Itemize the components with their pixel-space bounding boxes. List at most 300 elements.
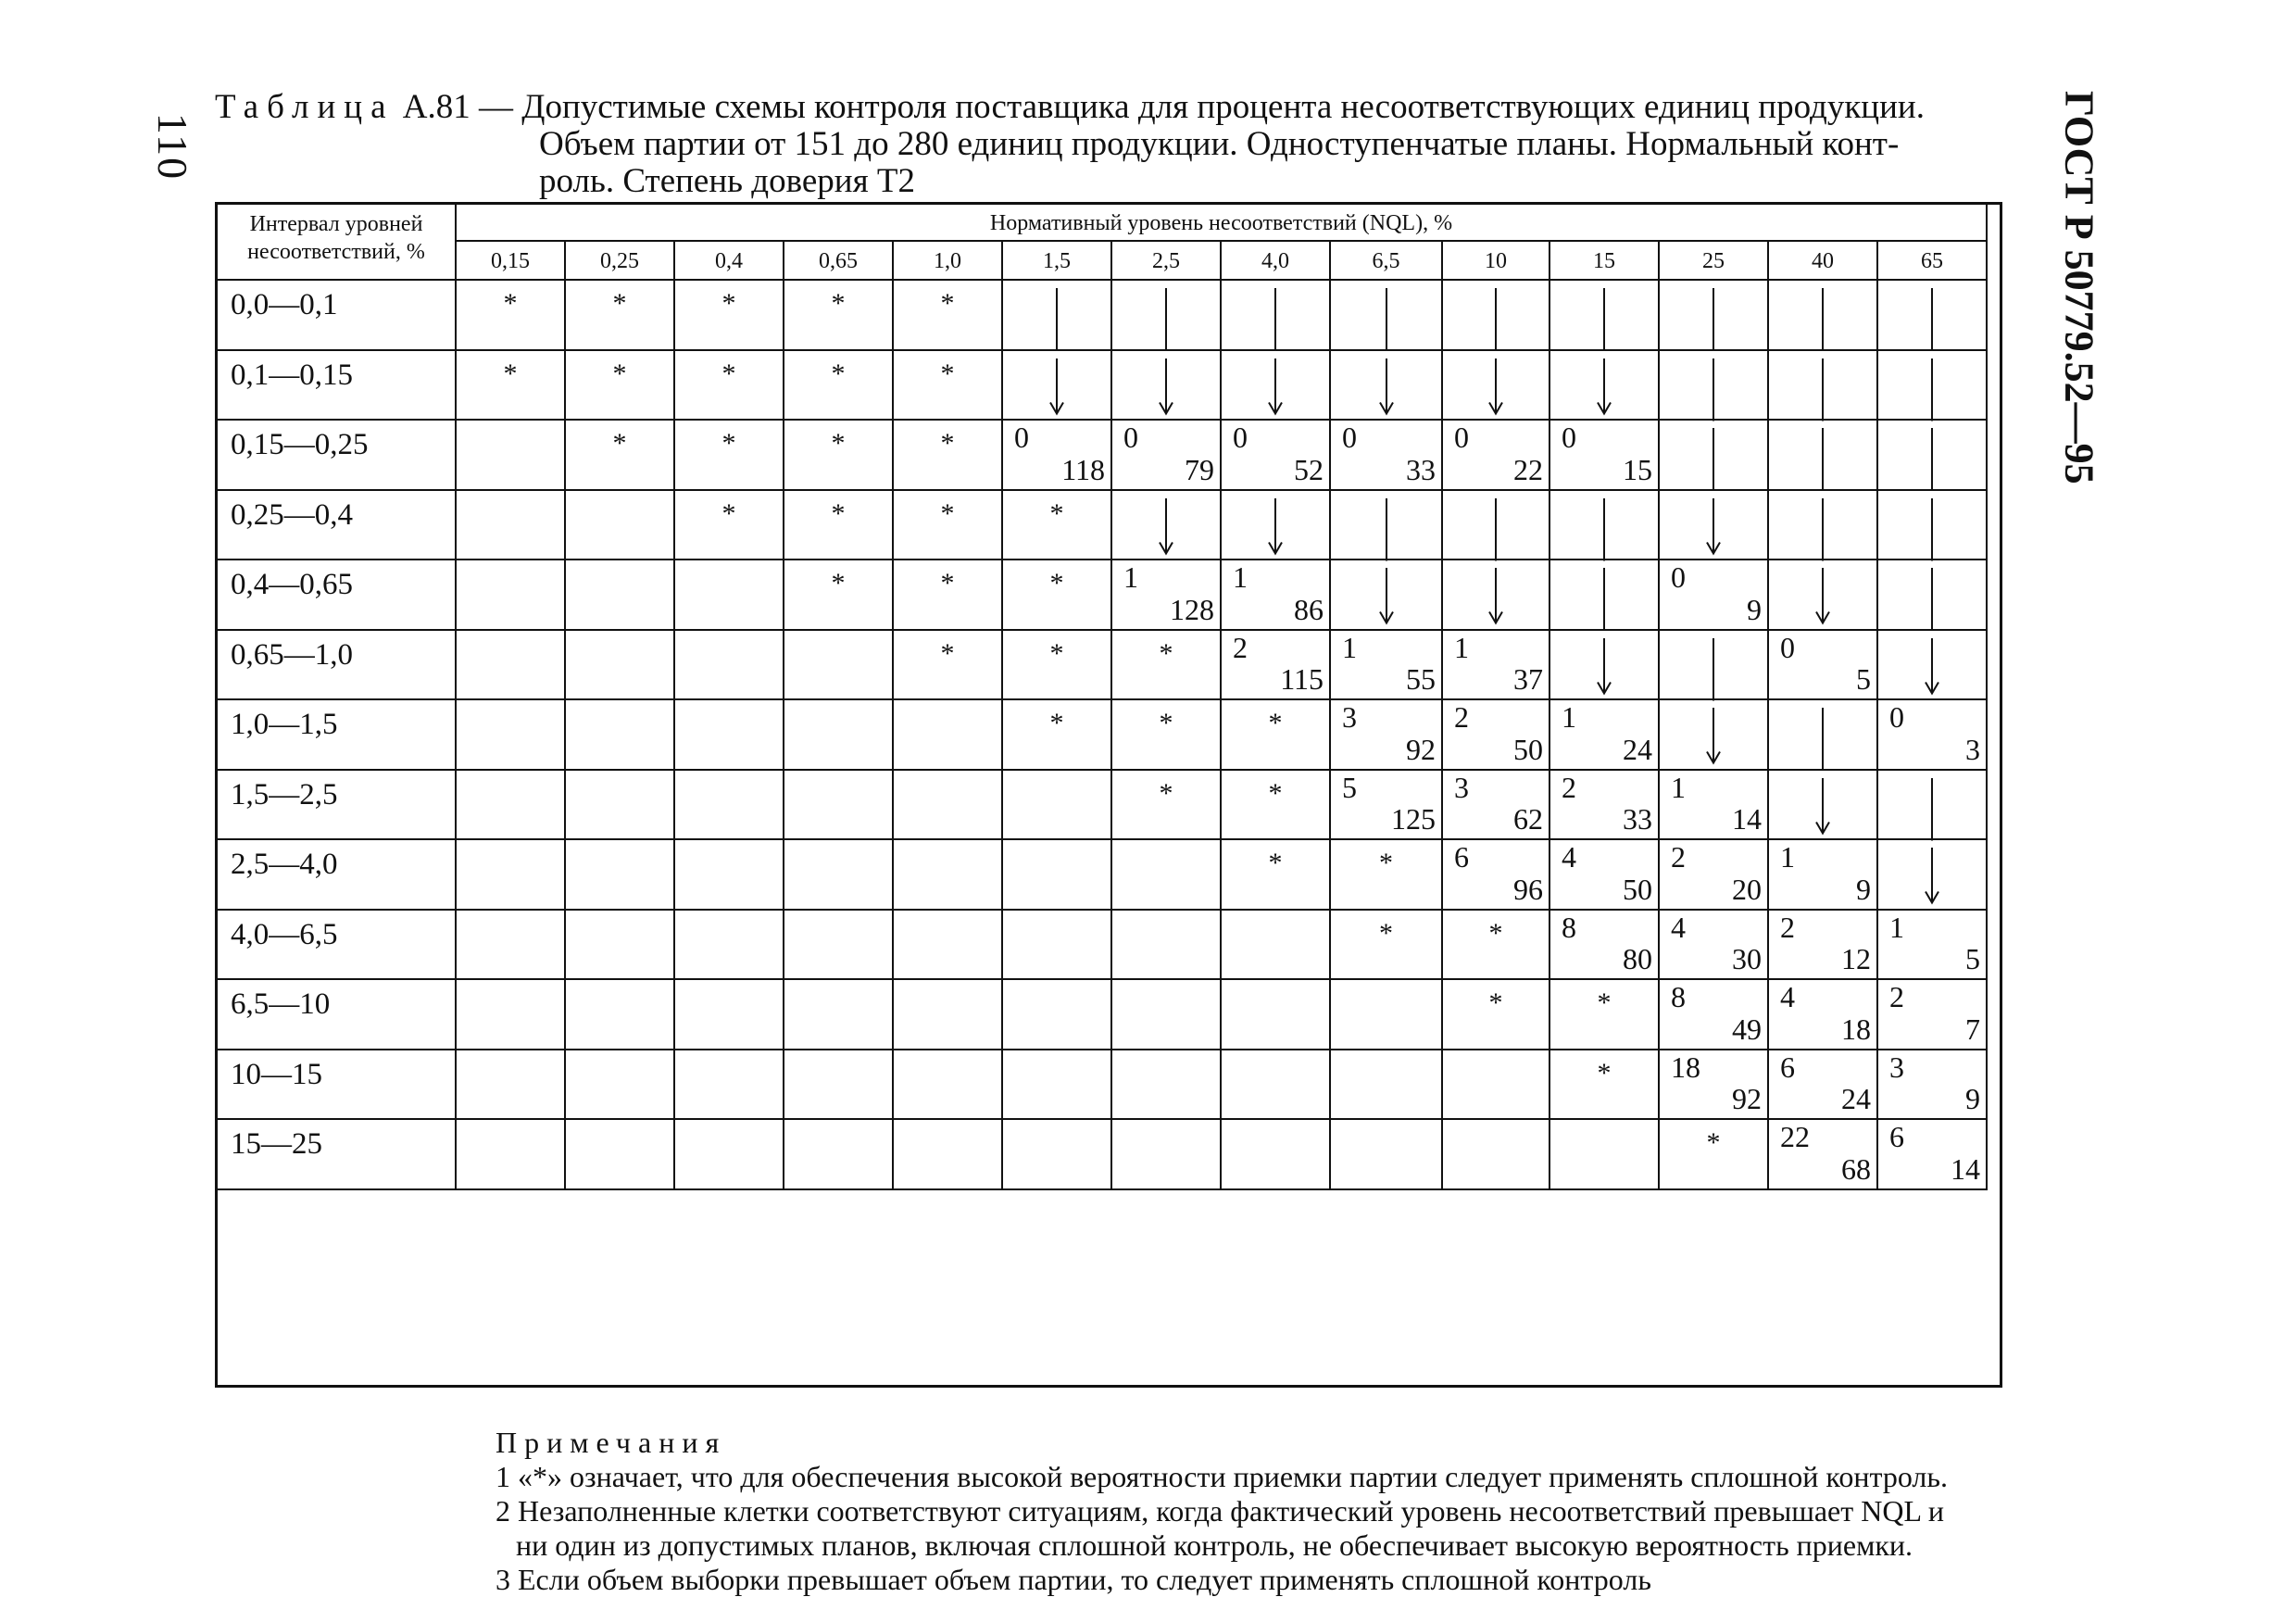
table-cell xyxy=(1222,700,1331,771)
arrow-shaft-icon xyxy=(1003,281,1112,351)
table-cell xyxy=(1660,421,1769,491)
table-cell xyxy=(1550,421,1660,491)
acceptance-number: 4 xyxy=(1671,910,1686,944)
nql-column-header: 0,25 xyxy=(566,242,675,281)
arrow-shaft-icon xyxy=(1878,281,1988,351)
arrow-down-icon xyxy=(1550,631,1660,701)
table-cell xyxy=(1222,1120,1331,1190)
table-cell xyxy=(1443,840,1550,911)
table-cell xyxy=(1660,1120,1769,1190)
sample-size: 55 xyxy=(1406,662,1436,696)
table-cell xyxy=(1443,700,1550,771)
table-cell xyxy=(784,491,894,561)
plan-reference-arrow xyxy=(1443,491,1549,560)
table-cell xyxy=(1550,771,1660,841)
table-cell xyxy=(894,911,1003,981)
full-inspection-mark: * xyxy=(612,288,627,319)
nql-column-header: 10 xyxy=(1443,242,1550,281)
acceptance-number: 4 xyxy=(1780,980,1795,1013)
plan-reference-arrow xyxy=(1878,281,1986,349)
plan-reference-arrow xyxy=(1222,351,1329,420)
acceptance-number: 2 xyxy=(1454,700,1469,734)
table-cell xyxy=(1112,281,1222,351)
sample-size: 3 xyxy=(1965,732,1980,766)
arrow-down-icon xyxy=(1112,491,1222,561)
arrow-shaft-icon xyxy=(1443,491,1550,561)
plan-reference-arrow xyxy=(1878,421,1986,489)
notes-title: Примечания xyxy=(496,1426,727,1459)
plan-reference-arrow xyxy=(1331,281,1441,349)
arrow-shaft-icon xyxy=(1878,771,1988,841)
full-inspection-mark: * xyxy=(831,428,846,459)
arrow-shaft-icon xyxy=(1878,351,1988,421)
sample-size: 118 xyxy=(1061,452,1105,486)
full-inspection-mark: * xyxy=(1379,848,1393,878)
table-cell xyxy=(457,1120,566,1190)
table-cell xyxy=(675,911,784,981)
arrow-down-icon xyxy=(1112,351,1222,421)
table-cell xyxy=(1331,631,1443,701)
table-cell xyxy=(784,560,894,631)
sample-size: 92 xyxy=(1406,732,1436,766)
arrow-shaft-icon xyxy=(1769,700,1878,771)
table-cell xyxy=(1112,911,1222,981)
full-inspection-mark: * xyxy=(721,288,736,319)
table-cell xyxy=(675,631,784,701)
table-cell xyxy=(1878,560,1988,631)
arrow-shaft-icon xyxy=(1769,491,1878,561)
full-inspection-mark: * xyxy=(1268,708,1283,738)
table-cell xyxy=(566,560,675,631)
full-inspection-mark: * xyxy=(940,288,955,319)
table-cell xyxy=(1003,281,1112,351)
table-cell xyxy=(1443,560,1550,631)
sample-size: 79 xyxy=(1185,452,1214,486)
plan-reference-arrow xyxy=(1769,351,1876,420)
sample-size: 52 xyxy=(1294,452,1324,486)
sample-size: 14 xyxy=(1732,802,1762,836)
nql-column-header: 0,65 xyxy=(784,242,894,281)
full-inspection-mark: * xyxy=(831,358,846,389)
table-cell xyxy=(1550,351,1660,421)
table-cell xyxy=(1550,1050,1660,1121)
arrow-shaft-icon xyxy=(1878,491,1988,561)
acceptance-number: 3 xyxy=(1889,1050,1904,1084)
table-cell xyxy=(1443,351,1550,421)
table-cell xyxy=(1878,631,1988,701)
table-cell xyxy=(784,1120,894,1190)
table-cell xyxy=(1331,1050,1443,1121)
acceptance-number: 1 xyxy=(1454,630,1469,664)
acceptance-number: 6 xyxy=(1454,840,1469,874)
table-cell xyxy=(1003,1120,1112,1190)
arrow-down-icon xyxy=(1443,351,1550,421)
acceptance-number: 8 xyxy=(1671,980,1686,1013)
caption-line-2: Объем партии от 151 до 280 единиц продукции. Одноступенчатые планы. Нормальный конт- xyxy=(539,125,1900,163)
table-cell xyxy=(894,631,1003,701)
table-cell xyxy=(1112,631,1222,701)
note-1: 1 «*» означает, что для обеспечения высокой вероятности приемки партии следует применять сплошной контроль. xyxy=(496,1460,1948,1493)
sample-size: 24 xyxy=(1623,732,1652,766)
table-cell xyxy=(1222,351,1331,421)
table-cell xyxy=(1660,560,1769,631)
full-inspection-mark: * xyxy=(721,428,736,459)
acceptance-number: 2 xyxy=(1562,770,1576,804)
table-cell xyxy=(1660,980,1769,1050)
sample-size: 50 xyxy=(1623,872,1652,906)
arrow-down-icon xyxy=(1331,351,1443,421)
sample-size: 14 xyxy=(1951,1151,1980,1186)
full-inspection-mark: * xyxy=(831,568,846,598)
acceptance-number: 0 xyxy=(1671,560,1686,594)
plan-reference-arrow xyxy=(1878,840,1986,909)
table-caption xyxy=(215,89,2012,200)
nql-column-header: 0,4 xyxy=(675,242,784,281)
plan-reference-arrow xyxy=(1550,281,1658,349)
table-cell xyxy=(1550,1120,1660,1190)
table-cell xyxy=(894,281,1003,351)
arrow-shaft-icon xyxy=(1878,421,1988,491)
nql-column-header: 65 xyxy=(1878,242,1988,281)
table-cell xyxy=(1660,1050,1769,1121)
table-cell xyxy=(1550,491,1660,561)
table-cell xyxy=(1550,700,1660,771)
table-cell xyxy=(1222,491,1331,561)
plan-reference-arrow xyxy=(1878,491,1986,560)
row-interval-label: 15—25 xyxy=(218,1120,457,1190)
table-cell xyxy=(1769,631,1878,701)
table-cell xyxy=(675,771,784,841)
table-cell xyxy=(566,1120,675,1190)
full-inspection-mark: * xyxy=(503,288,518,319)
full-inspection-mark: * xyxy=(721,358,736,389)
table-cell xyxy=(1003,491,1112,561)
acceptance-number: 1 xyxy=(1342,630,1357,664)
table-cell xyxy=(1003,771,1112,841)
table-cell xyxy=(566,491,675,561)
row-interval-label: 0,0—0,1 xyxy=(218,281,457,351)
table-cell xyxy=(1660,771,1769,841)
table-cell xyxy=(1331,911,1443,981)
table-cell xyxy=(457,631,566,701)
plan-reference-arrow xyxy=(1550,491,1658,560)
plan-reference-arrow xyxy=(1769,700,1876,769)
arrow-shaft-icon xyxy=(1660,351,1769,421)
arrow-down-icon xyxy=(1003,351,1112,421)
table-cell xyxy=(1112,351,1222,421)
table-cell xyxy=(457,911,566,981)
arrow-shaft-icon xyxy=(1769,281,1878,351)
table-cell xyxy=(566,980,675,1050)
full-inspection-mark: * xyxy=(940,637,955,669)
table-cell xyxy=(457,281,566,351)
acceptance-number: 0 xyxy=(1233,421,1248,454)
table-cell xyxy=(784,631,894,701)
sample-size: 128 xyxy=(1170,592,1214,626)
arrow-shaft-icon xyxy=(1331,281,1443,351)
plan-reference-arrow xyxy=(1003,351,1110,420)
plan-reference-arrow xyxy=(1660,421,1767,489)
table-cell xyxy=(1003,911,1112,981)
acceptance-number: 0 xyxy=(1454,421,1469,454)
caption-line-1: А.81 — Допустимые схемы контроля поставщика для процента несоответствующих единиц продукции. xyxy=(402,88,1925,126)
full-inspection-mark: * xyxy=(1049,708,1064,738)
acceptance-number: 5 xyxy=(1342,770,1357,804)
nql-column-header: 6,5 xyxy=(1331,242,1443,281)
arrow-shaft-icon xyxy=(1550,281,1660,351)
table-cell xyxy=(675,421,784,491)
table-cell xyxy=(1660,840,1769,911)
table-cell xyxy=(1769,491,1878,561)
table-cell xyxy=(1769,1050,1878,1121)
plan-reference-arrow xyxy=(1112,491,1220,560)
full-inspection-mark: * xyxy=(1159,637,1173,669)
table-cell xyxy=(1550,281,1660,351)
sample-size: 50 xyxy=(1513,732,1543,766)
sample-size: 49 xyxy=(1732,1012,1762,1046)
table-cell xyxy=(784,840,894,911)
table-cell xyxy=(1112,700,1222,771)
acceptance-number: 1 xyxy=(1671,770,1686,804)
acceptance-number: 18 xyxy=(1671,1050,1700,1084)
plan-reference-arrow xyxy=(1878,351,1986,420)
plan-reference-arrow xyxy=(1769,421,1876,489)
sample-size: 22 xyxy=(1513,452,1543,486)
table-cell xyxy=(457,560,566,631)
acceptance-number: 2 xyxy=(1233,630,1248,664)
acceptance-number: 1 xyxy=(1889,910,1904,944)
plan-reference-arrow xyxy=(1878,560,1986,629)
nql-column-header: 1,5 xyxy=(1003,242,1112,281)
nql-column-header: 15 xyxy=(1550,242,1660,281)
plan-reference-arrow xyxy=(1331,351,1441,420)
table-cell xyxy=(1550,631,1660,701)
arrow-shaft-icon xyxy=(1112,281,1222,351)
table-cell xyxy=(894,491,1003,561)
table-cell xyxy=(566,631,675,701)
table-cell xyxy=(894,1050,1003,1121)
full-inspection-mark: * xyxy=(612,358,627,389)
plan-reference-arrow xyxy=(1878,631,1986,699)
plan-reference-arrow xyxy=(1550,560,1658,629)
caption-label: Таблица xyxy=(215,88,395,126)
caption-line-3: роль. Степень доверия Т2 xyxy=(539,162,915,200)
note-2b: ни один из допустимых планов, включая сплошной контроль, не обеспечивает высокую вероятность приемки. xyxy=(516,1528,1913,1562)
table-cell xyxy=(1112,980,1222,1050)
full-inspection-mark: * xyxy=(612,428,627,459)
acceptance-number: 8 xyxy=(1562,910,1576,944)
table-cell xyxy=(1112,1050,1222,1121)
acceptance-number: 0 xyxy=(1562,421,1576,454)
table-cell xyxy=(1331,281,1443,351)
plan-reference-arrow xyxy=(1769,560,1876,629)
row-header-cell: Интервал уровней несоответствий, % xyxy=(218,205,457,281)
plan-reference-arrow xyxy=(1769,771,1876,839)
full-inspection-mark: * xyxy=(1597,1057,1612,1088)
table-cell xyxy=(784,1050,894,1121)
full-inspection-mark: * xyxy=(1488,987,1503,1018)
standard-code-text: ГОСТ Р 50779.52—95 xyxy=(2056,91,2102,484)
table-cell xyxy=(1769,911,1878,981)
plan-reference-arrow xyxy=(1112,351,1220,420)
table-cell xyxy=(1222,911,1331,981)
full-inspection-mark: * xyxy=(1049,497,1064,529)
arrow-down-icon xyxy=(1660,700,1769,771)
plan-reference-arrow xyxy=(1443,351,1549,420)
acceptance-number: 0 xyxy=(1780,630,1795,664)
table-cell xyxy=(1112,840,1222,911)
nql-column-header: 0,15 xyxy=(457,242,566,281)
full-inspection-mark: * xyxy=(1379,917,1393,949)
table-cell xyxy=(1222,631,1331,701)
plan-reference-arrow xyxy=(1660,631,1767,699)
acceptance-number: 1 xyxy=(1780,840,1795,874)
arrow-down-icon xyxy=(1878,631,1988,701)
acceptance-number: 0 xyxy=(1014,421,1029,454)
arrow-shaft-icon xyxy=(1443,281,1550,351)
arrow-shaft-icon xyxy=(1550,491,1660,561)
sample-size: 68 xyxy=(1841,1151,1871,1186)
table-cell xyxy=(1443,281,1550,351)
nql-group-header: Нормативный уровень несоответствий (NQL), % xyxy=(457,205,1988,242)
table-cell xyxy=(1331,351,1443,421)
table-cell xyxy=(1331,491,1443,561)
table-cell xyxy=(675,1050,784,1121)
table-cell xyxy=(1331,700,1443,771)
table-cell xyxy=(675,281,784,351)
table-cell xyxy=(1331,980,1443,1050)
arrow-down-icon xyxy=(1878,840,1988,911)
plan-reference-arrow xyxy=(1112,281,1220,349)
notes-block xyxy=(496,1426,2200,1597)
arrow-shaft-icon xyxy=(1660,631,1769,701)
full-inspection-mark: * xyxy=(1268,848,1283,878)
full-inspection-mark: * xyxy=(940,428,955,459)
table-cell xyxy=(1878,281,1988,351)
table-cell xyxy=(1769,560,1878,631)
nql-column-header: 25 xyxy=(1660,242,1769,281)
table-cell xyxy=(1769,980,1878,1050)
table-cell xyxy=(675,351,784,421)
sample-size: 12 xyxy=(1841,942,1871,975)
sample-size: 9 xyxy=(1965,1082,1980,1115)
sample-size: 33 xyxy=(1623,802,1652,836)
row-interval-label: 10—15 xyxy=(218,1050,457,1121)
table-cell xyxy=(894,560,1003,631)
sample-size: 20 xyxy=(1732,872,1762,906)
page-number: 110 xyxy=(149,112,197,182)
table-cell xyxy=(894,421,1003,491)
plan-reference-arrow xyxy=(1660,351,1767,420)
table-cell xyxy=(1660,631,1769,701)
table-cell xyxy=(457,700,566,771)
table-cell xyxy=(1769,281,1878,351)
full-inspection-mark: * xyxy=(1049,637,1064,669)
sample-size: 9 xyxy=(1856,872,1871,906)
arrow-down-icon xyxy=(1550,351,1660,421)
acceptance-number: 0 xyxy=(1123,421,1138,454)
arrow-shaft-icon xyxy=(1660,421,1769,491)
plan-reference-arrow xyxy=(1660,700,1767,769)
table-cell xyxy=(566,771,675,841)
table-cell xyxy=(566,281,675,351)
table-cell xyxy=(457,980,566,1050)
nql-column-header: 40 xyxy=(1769,242,1878,281)
sample-size: 15 xyxy=(1623,452,1652,486)
table-cell xyxy=(1222,1050,1331,1121)
sample-size: 86 xyxy=(1294,592,1324,626)
arrow-shaft-icon xyxy=(1769,421,1878,491)
row-interval-label: 1,0—1,5 xyxy=(218,700,457,771)
table-cell xyxy=(1331,560,1443,631)
arrow-shaft-icon xyxy=(1331,491,1443,561)
acceptance-number: 1 xyxy=(1562,700,1576,734)
table-cell xyxy=(1112,421,1222,491)
plan-reference-arrow xyxy=(1550,351,1658,420)
full-inspection-mark: * xyxy=(1049,568,1064,598)
table-cell xyxy=(1222,421,1331,491)
full-inspection-mark: * xyxy=(831,288,846,319)
table-cell xyxy=(1878,1050,1988,1121)
table-cell xyxy=(1660,911,1769,981)
table-cell xyxy=(1550,980,1660,1050)
table-cell xyxy=(784,351,894,421)
table-cell xyxy=(566,911,675,981)
note-2a: 2 Незаполненные клетки соответствуют ситуациям, когда фактический уровень несоответствий превышает NQL и xyxy=(496,1494,1944,1528)
acceptance-number: 2 xyxy=(1889,980,1904,1013)
sample-size: 5 xyxy=(1856,662,1871,696)
acceptance-number: 4 xyxy=(1562,840,1576,874)
table-cell xyxy=(1331,840,1443,911)
sample-size: 9 xyxy=(1747,592,1762,626)
acceptance-number: 0 xyxy=(1342,421,1357,454)
table-cell xyxy=(675,1120,784,1190)
table-cell xyxy=(675,491,784,561)
table-cell xyxy=(1443,491,1550,561)
nql-column-header: 1,0 xyxy=(894,242,1003,281)
sample-size: 62 xyxy=(1513,802,1543,836)
table-cell xyxy=(1443,980,1550,1050)
arrow-shaft-icon xyxy=(1550,560,1660,631)
table-cell xyxy=(1878,700,1988,771)
table-cell xyxy=(566,840,675,911)
arrow-shaft-icon xyxy=(1878,560,1988,631)
table-cell xyxy=(784,700,894,771)
sample-size: 18 xyxy=(1841,1012,1871,1046)
table-cell xyxy=(1443,631,1550,701)
table-cell xyxy=(1878,771,1988,841)
table-cell xyxy=(675,560,784,631)
table-cell xyxy=(675,840,784,911)
acceptance-number: 2 xyxy=(1671,840,1686,874)
full-inspection-mark: * xyxy=(1159,708,1173,738)
nql-column-header: 4,0 xyxy=(1222,242,1331,281)
table-cell xyxy=(1331,1120,1443,1190)
table-cell xyxy=(1660,700,1769,771)
row-interval-label: 2,5—4,0 xyxy=(218,840,457,911)
acceptance-number: 3 xyxy=(1342,700,1357,734)
table-cell xyxy=(457,771,566,841)
table-cell xyxy=(784,421,894,491)
plan-reference-arrow xyxy=(1550,631,1658,699)
full-inspection-mark: * xyxy=(1597,987,1612,1018)
table-cell xyxy=(784,911,894,981)
table-cell xyxy=(457,840,566,911)
table-cell xyxy=(566,1050,675,1121)
full-inspection-mark: * xyxy=(940,568,955,598)
arrow-shaft-icon xyxy=(1660,281,1769,351)
plan-reference-arrow xyxy=(1331,491,1441,560)
